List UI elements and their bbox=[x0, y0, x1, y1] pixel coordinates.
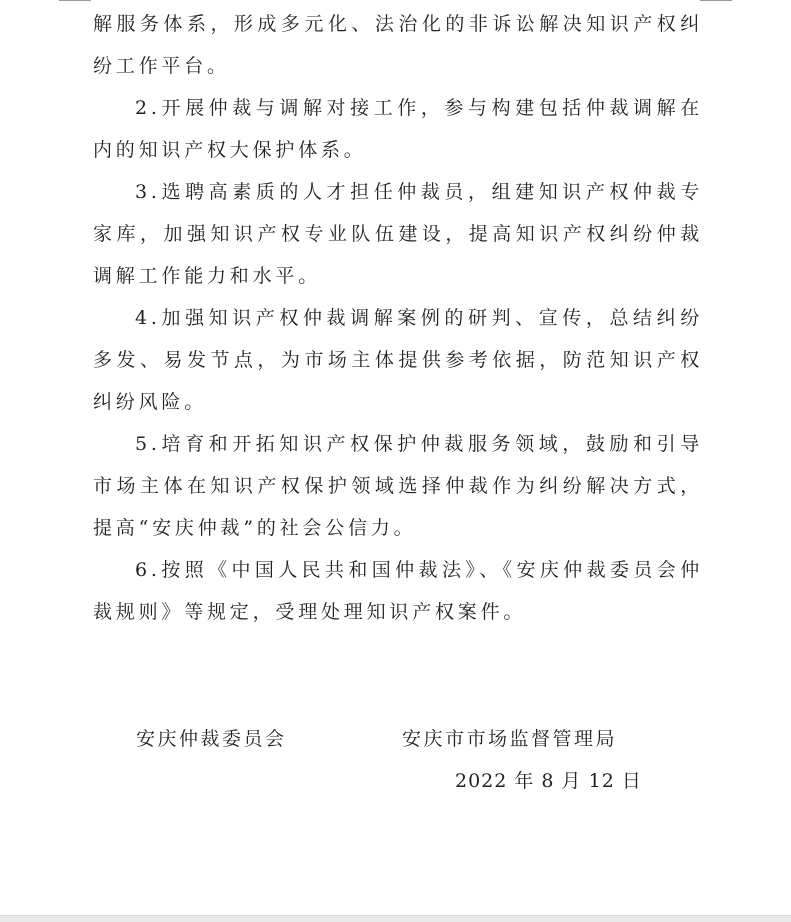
document-body bbox=[93, 3, 703, 633]
paragraph-item-5: 5.培育和开拓知识产权保护仲裁服务领域，鼓励和引导市场主体在知识产权保护领域选择仲裁作为纠纷解决方式，提高“安庆仲裁”的社会公信力。 bbox=[93, 433, 703, 539]
signature-date: 2022 年 8 月 12 日 bbox=[455, 770, 642, 792]
paragraph-item-6: 6.按照《中国人民共和国仲裁法》、《安庆仲裁委员会仲裁规则》等规定，受理处理知识产权案件。 bbox=[93, 559, 703, 623]
page-corner-mark-right bbox=[700, 0, 732, 1]
paragraph-continuation: 解服务体系，形成多元化、法治化的非诉讼解决知识产权纠纷工作平台。 bbox=[93, 13, 703, 77]
signature-arbitration-commission: 安庆仲裁委员会 bbox=[136, 728, 287, 750]
paragraph-item-4: 4.加强知识产权仲裁调解案例的研判、宣传，总结纠纷多发、易发节点，为市场主体提供参考依据，防范知识产权纠纷风险。 bbox=[93, 307, 703, 413]
paragraph-item-3: 3.选聘高素质的人才担任仲裁员，组建知识产权仲裁专家库，加强知识产权专业队伍建设，提高知识产权纠纷仲裁调解工作能力和水平。 bbox=[93, 181, 703, 287]
paragraph-item-2: 2.开展仲裁与调解对接工作，参与构建包括仲裁调解在内的知识产权大保护体系。 bbox=[93, 97, 703, 161]
signature-market-supervision-bureau: 安庆市市场监督管理局 bbox=[402, 728, 618, 750]
page-corner-mark-left bbox=[59, 0, 91, 1]
